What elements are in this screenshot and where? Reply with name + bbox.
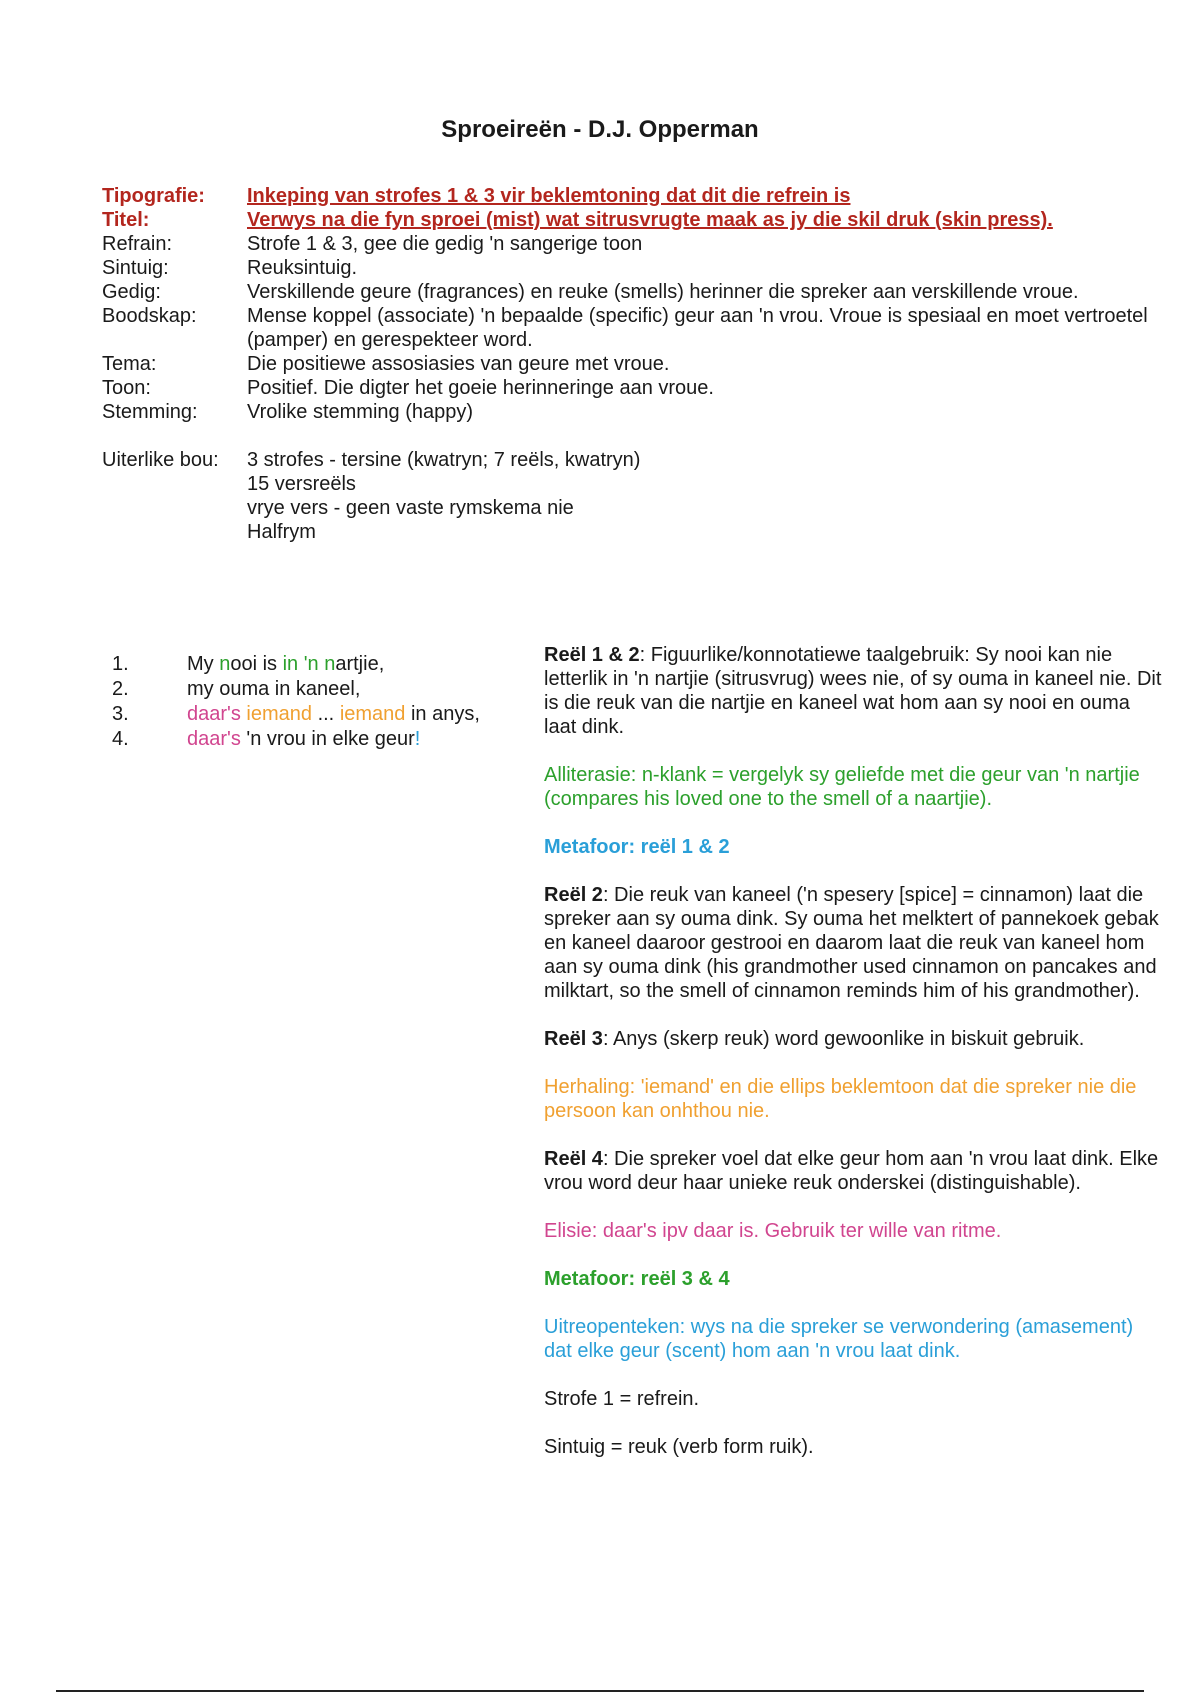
poem-line-3	[112, 702, 532, 727]
poem-line-text: daar's iemand ... iemand in anys,	[187, 703, 480, 725]
info-row-toon	[102, 376, 1172, 400]
label-stemming: Stemming:	[102, 401, 198, 423]
note-uitroepteken: Uitreopenteken: wys na die spreker se verwondering (amasement) dat elke geur (scent) hom aan 'n vrou laat dink.	[544, 1316, 1134, 1362]
value-tema: Die positiewe assosiasies van geure met vroue.	[247, 353, 670, 375]
info-row-refrain	[102, 232, 1172, 256]
label-tema: Tema:	[102, 353, 157, 375]
label-sintuig: Sintuig:	[102, 257, 169, 279]
analysis-notes	[544, 643, 1164, 1483]
label-titel: Titel:	[102, 209, 150, 231]
poem-line-4	[112, 727, 532, 752]
info-row-bou	[102, 448, 1172, 544]
info-row-titel	[102, 208, 1172, 232]
bottom-divider	[56, 1690, 1144, 1692]
info-row-tema	[102, 352, 1172, 376]
bou-line: Halfrym	[247, 521, 316, 543]
info-row-gedig	[102, 280, 1172, 304]
value-toon: Positief. Die digter het goeie herinneringe aan vroue.	[247, 377, 714, 399]
info-row-stemming	[102, 400, 1172, 424]
info-row-sintuig	[102, 256, 1172, 280]
note-sintuig: Sintuig = reuk (verb form ruik).	[544, 1436, 814, 1458]
value-stemming: Vrolike stemming (happy)	[247, 401, 474, 423]
note-reel-3: Reël 3: Anys (skerp reuk) word gewoonlike in biskuit gebruik.	[544, 1028, 1085, 1050]
poem-line-text: My nooi is in 'n nartjie,	[187, 653, 385, 675]
note-metafoor-1: Metafoor: reël 1 & 2	[544, 836, 730, 858]
label-toon: Toon:	[102, 377, 151, 399]
info-table	[102, 184, 1172, 544]
note-refrein: Strofe 1 = refrein.	[544, 1388, 700, 1410]
info-row-tipografie	[102, 184, 1172, 208]
value-titel: Verwys na die fyn sproei (mist) wat sitrusvrugte maak as jy die skil druk (skin press).	[247, 209, 1053, 231]
value-boodskap: Mense koppel (associate) 'n bepaalde (specific) geur aan 'n vrou. Vroue is spesiaal en moet vertroetel (pamper) en gerespekteer word.	[247, 305, 1148, 351]
poem-excerpt	[112, 652, 532, 752]
value-tipografie: Inkeping van strofes 1 & 3 vir beklemtoning dat dit die refrein is	[247, 185, 851, 207]
note-reel-2: Reël 2: Die reuk van kaneel ('n spesery [spice] = cinnamon) laat die spreker aan sy ouma dink. Sy ouma het melktert of pannekoek gebak en kaneel daaroor gestrooi en daarom laat die reuk van kaneel hom aan sy ouma dink (his grandmother used cinnamon on pancakes and milktart, so the smell of cinnamon reminds him of his grandmother).	[544, 884, 1159, 1002]
bou-line: vrye vers - geen vaste rymskema nie	[247, 497, 574, 519]
poem-line-text: daar's 'n vrou in elke geur!	[187, 728, 421, 750]
value-sintuig: Reuksintuig.	[247, 257, 358, 279]
value-gedig: Verskillende geure (fragrances) en reuke (smells) herinner die spreker aan verskillende vroue.	[247, 281, 1079, 303]
poem-line-text: my ouma in kaneel,	[187, 678, 361, 700]
note-elisie: Elisie: daar's ipv daar is. Gebruik ter wille van ritme.	[544, 1220, 1002, 1242]
line-number: 3.	[112, 703, 129, 725]
line-number: 4.	[112, 728, 129, 750]
poem-line-1	[112, 652, 532, 677]
note-metafoor-2: Metafoor: reël 3 & 4	[544, 1268, 730, 1290]
bou-line: 15 versreëls	[247, 473, 356, 495]
note-herhaling: Herhaling: 'iemand' en die ellips beklemtoon dat die spreker nie die persoon kan onhthou nie.	[544, 1076, 1137, 1122]
label-tipografie: Tipografie:	[102, 185, 205, 207]
label-refrain: Refrain:	[102, 233, 173, 255]
note-reel-1-2: Reël 1 & 2: Figuurlike/konnotatiewe taalgebruik: Sy nooi kan nie letterlik in 'n nartjie (sitrusvrug) wees nie, of sy ouma in kaneel nie. Dit is die reuk van die nartjie en kaneel wat hom aan sy nooi en ouma laat dink.	[544, 644, 1162, 738]
page-title: Sproeireën - D.J. Opperman	[441, 116, 759, 143]
label-bou: Uiterlike bou:	[102, 449, 219, 471]
info-row-boodskap	[102, 304, 1172, 352]
label-boodskap: Boodskap:	[102, 305, 197, 327]
line-number: 1.	[112, 653, 129, 675]
label-gedig: Gedig:	[102, 281, 161, 303]
value-refrain: Strofe 1 & 3, gee die gedig 'n sangerige toon	[247, 233, 643, 255]
line-number: 2.	[112, 678, 129, 700]
poem-line-2	[112, 677, 532, 702]
bou-line: 3 strofes - tersine (kwatryn; 7 reëls, kwatryn)	[247, 449, 641, 471]
note-alliterasie: Alliterasie: n-klank = vergelyk sy geliefde met die geur van 'n nartjie (compares his loved one to the smell of a naartjie).	[544, 764, 1140, 810]
note-reel-4: Reël 4: Die spreker voel dat elke geur hom aan 'n vrou laat dink. Elke vrou word deur haar unieke reuk onderskei (distinguishable).	[544, 1148, 1159, 1194]
value-bou	[247, 448, 1172, 544]
